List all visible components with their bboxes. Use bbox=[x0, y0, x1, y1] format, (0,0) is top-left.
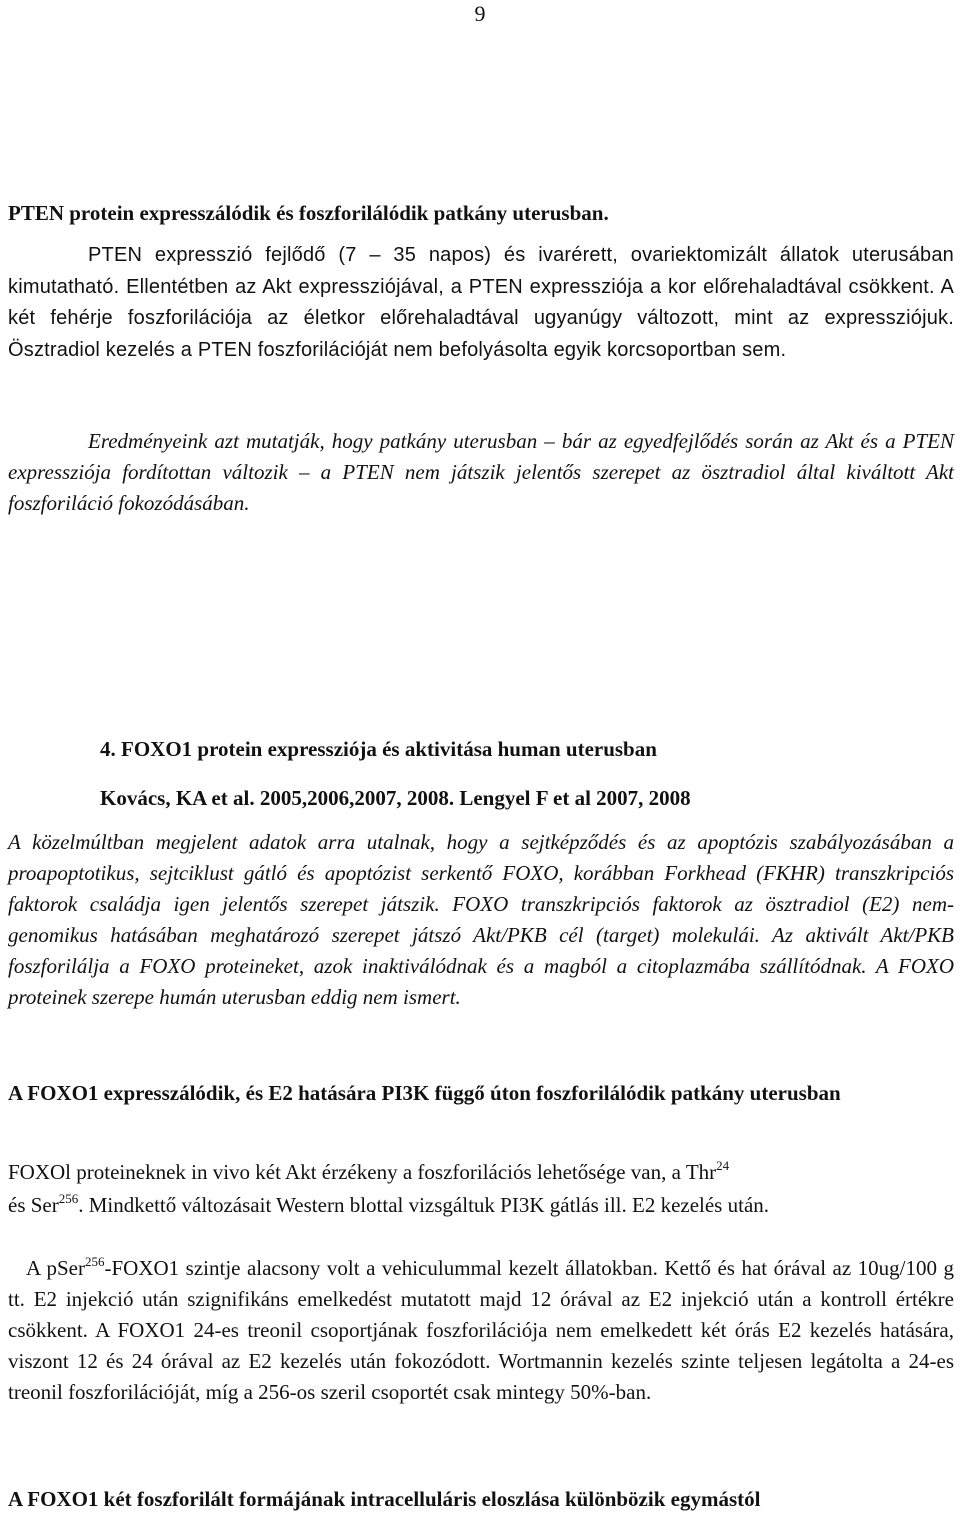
text-span: FOXOl proteineknek in vivo két Akt érzékeny a foszforilációs lehetősége van, a Thr bbox=[8, 1160, 717, 1184]
page-number: 9 bbox=[474, 1, 486, 26]
superscript: 256 bbox=[85, 1254, 105, 1269]
section-title-pten: PTEN protein expresszálódik és foszforilálódik patkány uterusban. bbox=[8, 201, 609, 225]
superscript: 24 bbox=[716, 1158, 730, 1173]
text-line bbox=[8, 1160, 729, 1185]
section-title-foxo1-rat: A FOXO1 expresszálódik, és E2 hatására PI3K függő úton foszforilálódik patkány uterusban bbox=[8, 1081, 841, 1105]
text-span: A pSer bbox=[26, 1256, 85, 1280]
paragraph-foxo-intro: A közelmúltban megjelent adatok arra utalnak, hogy a sejtképződés és az apoptózis szabályozásában a proapoptotikus, sejtciklust gátló és apoptózist serkentő FOXO, korábban Forkhead (FKHR) transzkripciós faktorok családja igen jelentős szerepet játszik. FOXO transzkripciós faktorok az ösztradiol (E2) nem-genomikus hatásában meghatározó szerepet játszó Akt/PKB cél (target) molekulái. Az aktivált Akt/PKB foszforilálja a FOXO proteineket, azok inaktiválódnak és a magból a citoplazmába szállítódnak. A FOXO proteinek szerepe humán uterusban eddig nem ismert. bbox=[8, 830, 954, 1010]
text-span: és Ser bbox=[8, 1193, 59, 1217]
text-span: . Mindkettő változásait Western blottal vizsgáltuk PI3K gátlás ill. E2 kezelés után. bbox=[78, 1193, 770, 1217]
citation-authors: Kovács, KA et al. 2005,2006,2007, 2008. Lengyel F et al 2007, 2008 bbox=[100, 786, 691, 810]
text-span: -FOXO1 szintje alacsony volt a vehiculummal kezelt állatokban. Kettő és hat órával az 10ug/100 g tt. E2 injekció után szignifikáns emelkedést mutatott majd 12 órával az E2 injekció után a kontroll értékre csökkent. A FOXO1 24-es treonil csoportjának foszforilációja nem emelkedett két órás E2 kezelés hatására, viszont 12 és 24 órával az E2 kezelés után fokozódott. Wortmannin kezelés szinte teljesen legátolta a 24-es treonil foszforilációját, míg a 256-os szeril csoportét csak mintegy 50%-ban. bbox=[8, 1256, 955, 1404]
paragraph-pten-conclusion: Eredményeink azt mutatják, hogy patkány uterusban – bár az egyedfejlődés során az Akt és a PTEN expressziója fordítottan változik – a PTEN nem játszik jelentős szerepet az ösztradiol által kiváltott Akt foszforiláció fokozódásában. bbox=[8, 429, 954, 515]
section-title-distribution: A FOXO1 két foszforilált formájának intracelluláris eloszlása különbözik egymástól bbox=[8, 1487, 761, 1511]
section-title-foxo1: 4. FOXO1 protein expressziója és aktivitása human uterusban bbox=[100, 737, 657, 761]
superscript: 256 bbox=[58, 1191, 79, 1206]
paragraph-western-blot bbox=[8, 1190, 954, 1220]
paragraph-pser-results bbox=[8, 1253, 954, 1408]
paragraph-pten-expression: PTEN expresszió fejlődő (7 – 35 napos) és ivarérett, ovariektomizált állatok uterusában kimutatható. Ellentétben az Akt expressziójával, a PTEN expressziója a kor előrehaladtával csökkent. A két fehérje foszforilációja az életkor előrehaladtával ugyanúgy változott, mint az expressziójuk. Ösztradiol kezelés a PTEN foszforilációját nem befolyásolta egyik korcsoportban sem. bbox=[8, 244, 954, 361]
